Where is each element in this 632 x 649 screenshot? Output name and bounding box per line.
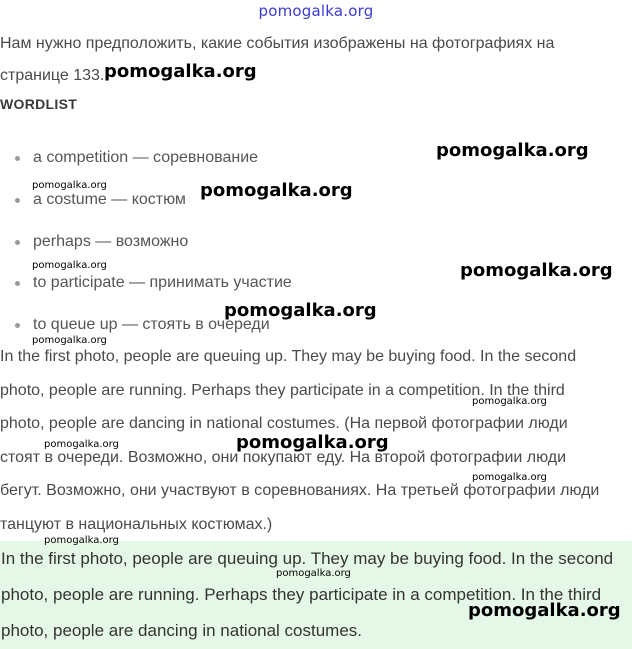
watermark: pomogalka.org (32, 260, 107, 271)
watermark: pomogalka.org (32, 335, 107, 346)
watermark: pomogalka.org (276, 568, 351, 579)
watermark: pomogalka.org (32, 180, 107, 191)
highlighted-answer-text: In the first photo, people are queuing up. They may be buying food. In the second photo, people are running. Perhaps they participate in a competition. In the third photo, people are dancing in national costumes. (1, 549, 614, 640)
bullet-icon (15, 198, 20, 203)
list-item-text: to participate — принимать участие (33, 274, 292, 292)
bullet-icon (15, 240, 20, 245)
list-item-text: a costume — костюм (33, 190, 186, 208)
highlighted-answer (0, 541, 632, 649)
watermark: pomogalka.org (104, 61, 257, 82)
wordlist-title: WORDLIST (0, 96, 78, 112)
list-item-text: perhaps — возможно (33, 232, 189, 250)
list-item-text: to queue up — стоять в очереди (33, 316, 270, 334)
watermark: pomogalka.org (472, 396, 547, 407)
watermark-top: pomogalka.org (258, 2, 374, 20)
watermark: pomogalka.org (436, 140, 589, 161)
bullet-icon (15, 281, 20, 286)
watermark: pomogalka.org (44, 439, 119, 450)
answer-text: In the first photo, people are queuing up. They may be buying food. In the second photo, people are running. Perhaps they participate in a competition. In the third photo, people are dancing in national costumes. (На первой фотографии люди стоят в очереди. Возможно, они покупают еду. На второй фотографии люди бегут. Возможно, они участвуют в соревнованиях. На третьей фотографии люди танцуют в национальных костюмах.) (0, 348, 600, 533)
list-item-text: a competition — соревнование (33, 149, 259, 166)
bullet-icon (15, 323, 20, 328)
bullet-icon (15, 156, 20, 161)
watermark: pomogalka.org (224, 300, 377, 321)
watermark: pomogalka.org (44, 535, 119, 546)
watermark: pomogalka.org (468, 600, 621, 621)
watermark: pomogalka.org (200, 180, 353, 201)
list-item (0, 139, 292, 181)
watermark: pomogalka.org (460, 260, 613, 281)
watermark: pomogalka.org (472, 472, 547, 483)
watermark: pomogalka.org (236, 432, 389, 453)
intro-text: Нам нужно предположить, какие события изображены на фотографиях на странице 133. (0, 35, 555, 84)
list-item (0, 223, 292, 265)
